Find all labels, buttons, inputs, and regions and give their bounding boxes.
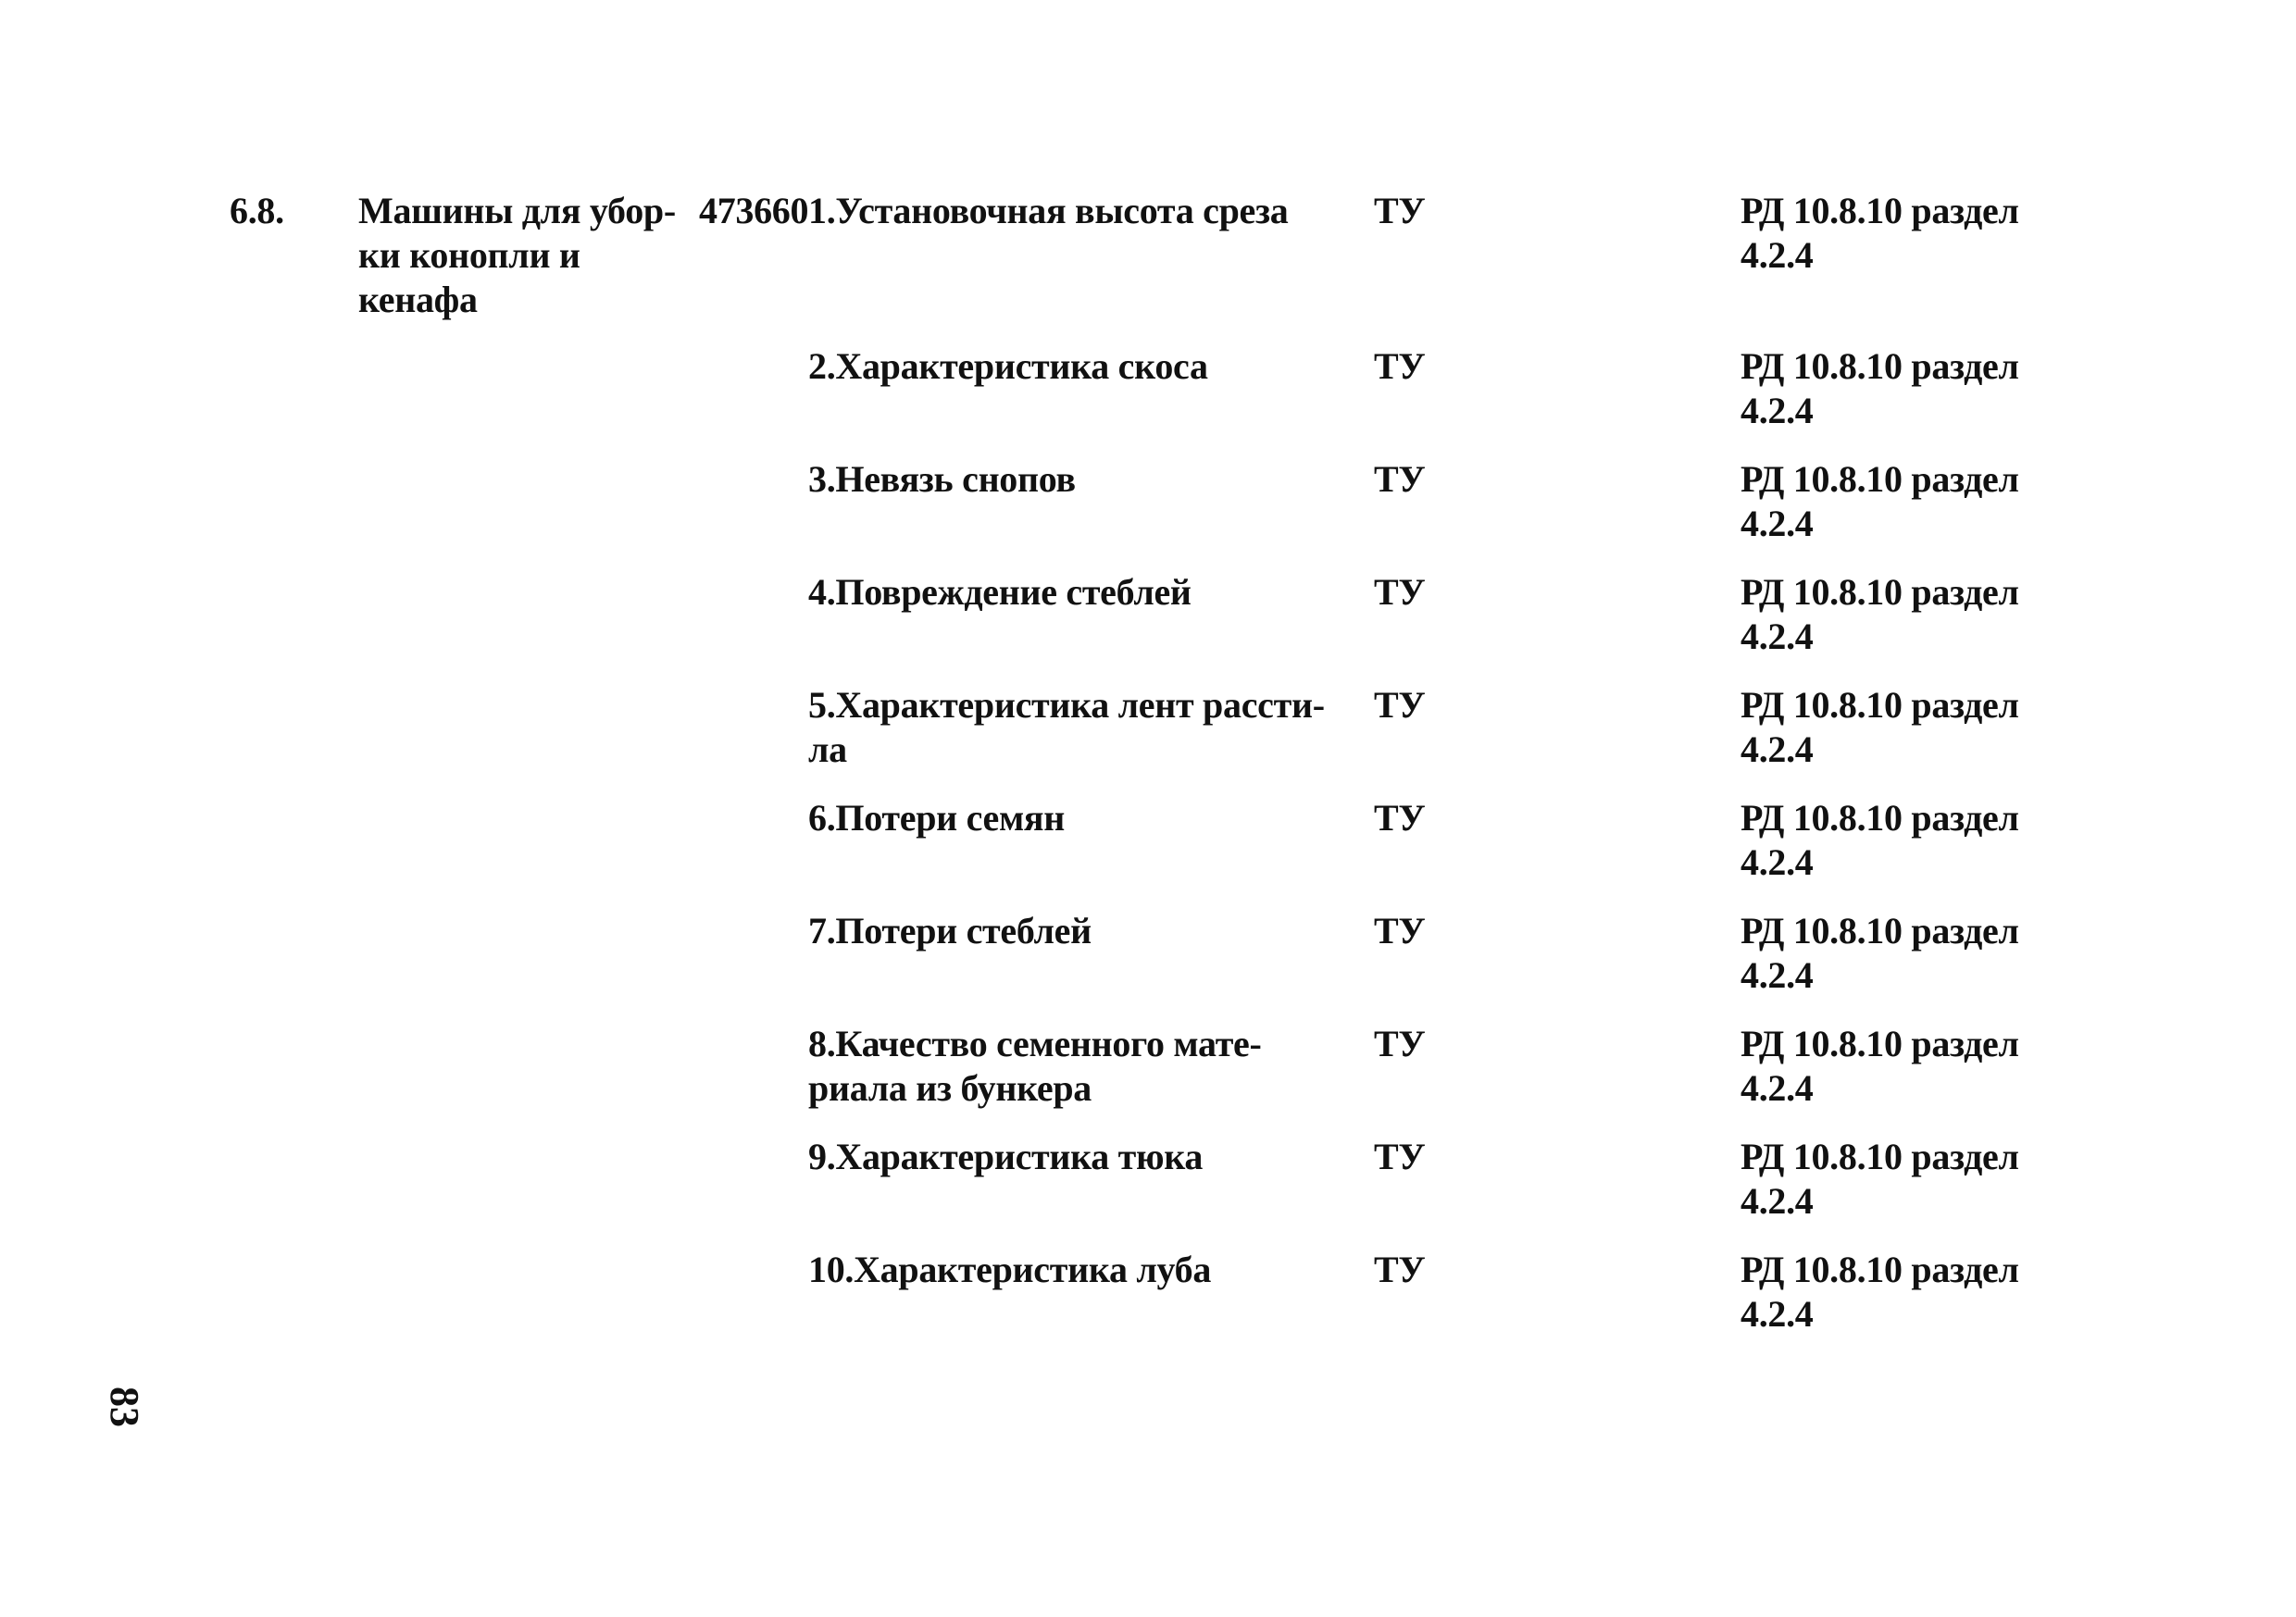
parameter-cell	[808, 570, 1364, 615]
parameter-line: 10.Характеристика луба	[808, 1249, 1212, 1290]
norm-cell: ТУ	[1374, 684, 1426, 726]
norm-cell: ТУ	[1374, 458, 1426, 500]
parameter-line: 1.Установочная высота среза	[808, 190, 1289, 231]
norm-cell: ТУ	[1374, 1249, 1426, 1290]
section-name-line: кенафа	[358, 279, 478, 320]
method-line: РД 10.8.10 раздел	[1741, 1023, 2019, 1064]
parameter-cell	[808, 1022, 1364, 1111]
method-cell	[1741, 189, 2074, 278]
method-cell	[1741, 570, 2074, 659]
parameter-line: 4.Повреждение стеблей	[808, 571, 1192, 613]
method-line: РД 10.8.10 раздел	[1741, 1136, 2019, 1177]
norm-cell: ТУ	[1374, 797, 1426, 839]
norm-cell: ТУ	[1374, 190, 1426, 231]
method-line: РД 10.8.10 раздел	[1741, 1249, 2019, 1290]
method-cell	[1741, 683, 2074, 772]
method-cell	[1741, 344, 2074, 433]
method-line: РД 10.8.10 раздел	[1741, 910, 2019, 952]
parameter-line: 5.Характеристика лент рассти-	[808, 684, 1325, 726]
method-line: 4.2.4	[1741, 1180, 1814, 1222]
section-number: 6.8.	[230, 190, 284, 231]
parameter-cell	[808, 683, 1364, 772]
parameter-cell	[808, 909, 1364, 953]
method-line: РД 10.8.10 раздел	[1741, 684, 2019, 726]
method-line: 4.2.4	[1741, 234, 1814, 276]
method-line: 4.2.4	[1741, 616, 1814, 657]
method-line: РД 10.8.10 раздел	[1741, 345, 2019, 387]
parameter-cell	[808, 344, 1364, 389]
method-line: РД 10.8.10 раздел	[1741, 458, 2019, 500]
method-cell	[1741, 457, 2074, 546]
parameter-cell	[808, 457, 1364, 502]
method-cell	[1741, 1248, 2074, 1337]
method-line: 4.2.4	[1741, 1293, 1814, 1335]
method-line: 4.2.4	[1741, 390, 1814, 431]
norm-cell: ТУ	[1374, 910, 1426, 952]
method-cell	[1741, 1135, 2074, 1224]
method-line: 4.2.4	[1741, 728, 1814, 770]
parameter-line: риала из бункера	[808, 1067, 1092, 1109]
parameter-line: 3.Невязь снопов	[808, 458, 1076, 500]
parameter-line: 8.Качество семенного мате-	[808, 1023, 1262, 1064]
parameter-cell	[808, 796, 1364, 840]
method-line: РД 10.8.10 раздел	[1741, 190, 2019, 231]
norm-cell: ТУ	[1374, 345, 1426, 387]
parameter-line: 2.Характеристика скоса	[808, 345, 1208, 387]
parameter-line: ла	[808, 728, 847, 770]
method-cell	[1741, 1022, 2074, 1111]
method-line: РД 10.8.10 раздел	[1741, 797, 2019, 839]
parameter-line: 6.Потери семян	[808, 797, 1066, 839]
section-name-line: ки конопли и	[358, 234, 580, 276]
norm-cell: ТУ	[1374, 571, 1426, 613]
method-line: 4.2.4	[1741, 841, 1814, 883]
method-cell	[1741, 909, 2074, 998]
parameter-cell	[808, 1248, 1364, 1292]
method-line: 4.2.4	[1741, 1067, 1814, 1109]
norm-cell: ТУ	[1374, 1023, 1426, 1064]
parameter-line: 9.Характеристика тюка	[808, 1136, 1204, 1177]
parameter-line: 7.Потери стеблей	[808, 910, 1092, 952]
method-line: 4.2.4	[1741, 954, 1814, 996]
norm-cell: ТУ	[1374, 1136, 1426, 1177]
method-cell	[1741, 796, 2074, 885]
parameter-cell	[808, 1135, 1364, 1179]
parameter-cell	[808, 189, 1364, 233]
method-line: 4.2.4	[1741, 503, 1814, 544]
page-number: 83	[102, 1387, 147, 1427]
section-name-line: Машины для убор-	[358, 190, 676, 231]
method-line: РД 10.8.10 раздел	[1741, 571, 2019, 613]
section-code: 473660	[699, 190, 809, 231]
